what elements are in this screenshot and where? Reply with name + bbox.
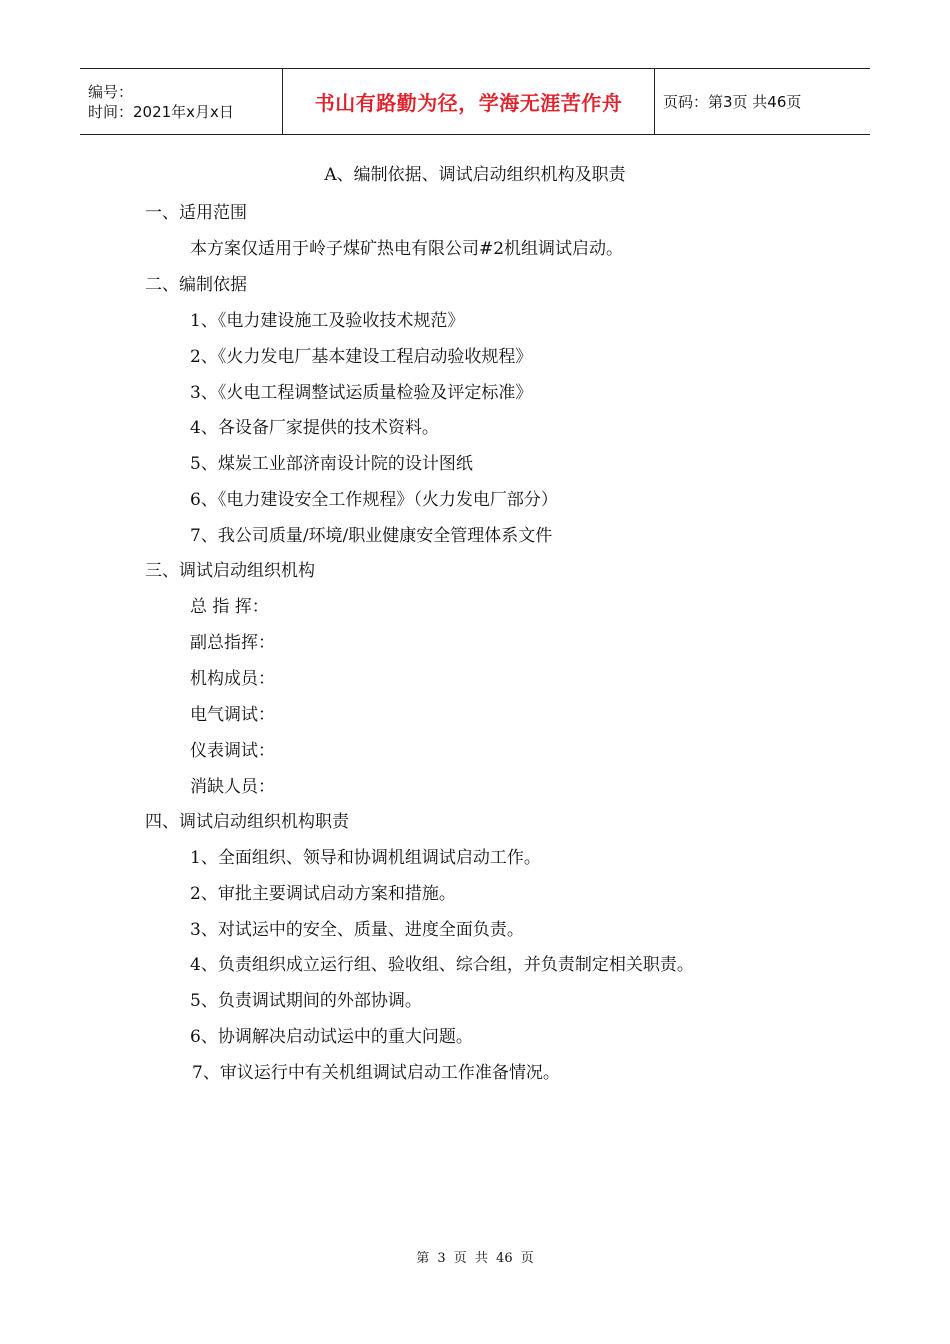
list-item: 6、《电力建设安全工作规程》（火力发电厂部分） (190, 490, 558, 510)
document-date: 时间：2021年x月x日 (88, 102, 234, 121)
list-item: 消缺人员： (190, 777, 275, 797)
list-item: 2、《火力发电厂基本建设工程启动验收规程》 (190, 347, 533, 367)
page-footer: 第 3 页 共 46 页 (416, 1251, 534, 1266)
section-heading: 一、适用范围 (145, 203, 247, 223)
list-item: 6、协调解决启动试运中的重大问题。 (190, 1027, 473, 1047)
list-item: 机构成员： (190, 669, 275, 689)
header-motto: 书山有路勤为径，学海无涯苦作舟 (314, 91, 623, 115)
list-item: 3、对试运中的安全、质量、进度全面负责。 (190, 920, 524, 940)
paragraph: 本方案仅适用于岭子煤矿热电有限公司#2机组调试启动。 (190, 239, 624, 259)
list-item: 仪表调试： (190, 741, 275, 761)
list-item: 5、负责调试期间的外部协调。 (190, 991, 422, 1011)
list-item: 总 指 挥： (190, 597, 269, 617)
list-item: 7、我公司质量/环境/职业健康安全管理体系文件 (190, 526, 553, 546)
list-item: 2、审批主要调试启动方案和措施。 (190, 884, 456, 904)
section-heading: 四、调试启动组织机构职责 (145, 812, 349, 832)
list-item: 5、煤炭工业部济南设计院的设计图纸 (190, 454, 473, 474)
header-left (80, 69, 282, 134)
list-item: 7、审议运行中有关机组调试启动工作准备情况。 (192, 1063, 560, 1083)
list-item: 3、《火电工程调整试运质量检验及评定标准》 (190, 383, 533, 403)
page-header (80, 68, 870, 135)
list-item: 1、全面组织、领导和协调机组调试启动工作。 (190, 848, 541, 868)
list-item: 副总指挥： (190, 633, 275, 653)
list-item: 4、负责组织成立运行组、验收组、综合组，并负责制定相关职责。 (190, 955, 694, 975)
list-item: 电气调试： (190, 705, 275, 725)
document-title: A、编制依据、调试启动组织机构及职责 (324, 165, 626, 185)
header-motto-cell (282, 69, 655, 134)
list-item: 4、各设备厂家提供的技术资料。 (190, 418, 439, 438)
header-page-info: 页码：第3页 共46页 (663, 93, 802, 111)
list-item: 1、《电力建设施工及验收技术规范》 (190, 311, 465, 331)
section-heading: 三、调试启动组织机构 (145, 561, 315, 581)
section-heading: 二、编制依据 (145, 275, 247, 295)
document-number-label: 编号： (88, 82, 134, 101)
